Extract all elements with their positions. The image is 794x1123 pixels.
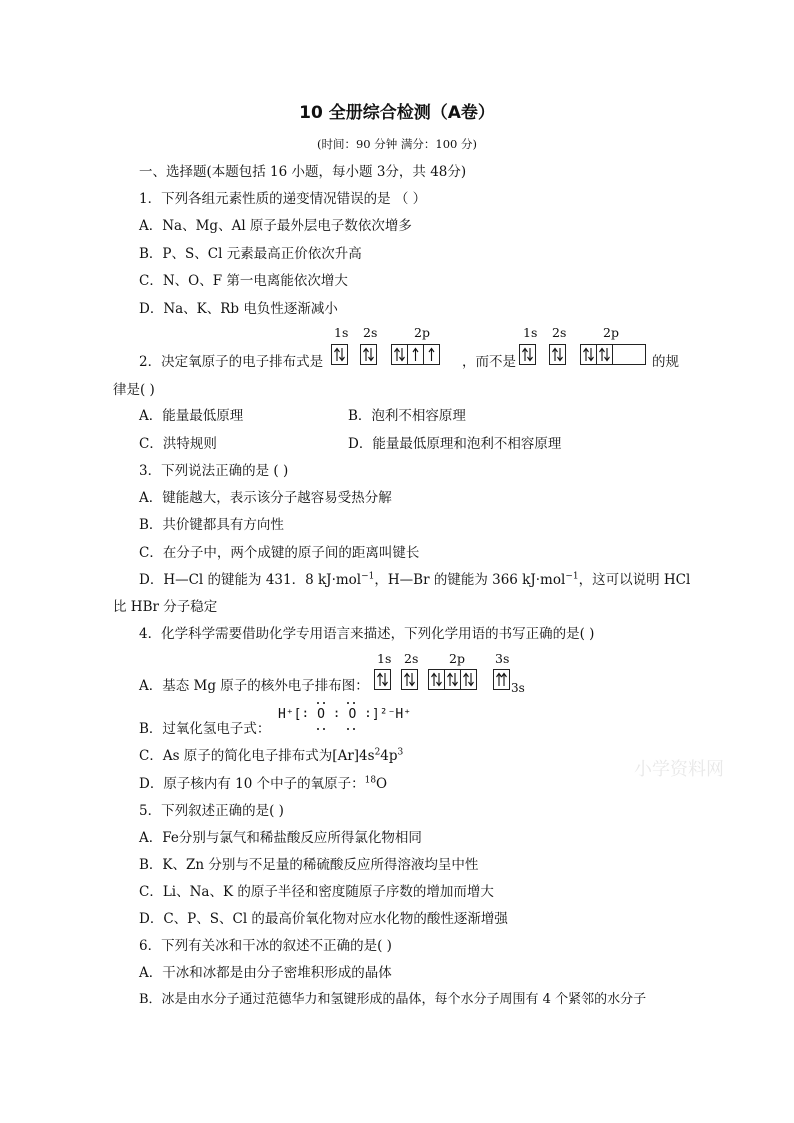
mg-box-2p bbox=[428, 669, 477, 690]
q4-c-mid: 4p bbox=[380, 748, 398, 764]
q1-option-d: D．Na、K、Rb 电负性逐渐减小 bbox=[139, 301, 338, 317]
page-title: 10 全册综合检测（A卷） bbox=[299, 103, 495, 123]
q4-label-1s: 1s bbox=[377, 651, 392, 666]
q3-d-part2: ，H—Br 的键能为 366 kJ·mol bbox=[374, 572, 566, 588]
orbital-pair-icon bbox=[375, 670, 390, 689]
q3-option-d bbox=[139, 571, 690, 589]
orbital-box-2p-b bbox=[580, 344, 646, 365]
orbital-box-1s bbox=[331, 344, 348, 365]
q5-option-c: C．Li、Na、K 的原子半径和密度随原子序数的增加而增大 bbox=[139, 884, 494, 900]
q2-label-1s-b: 1s bbox=[523, 325, 538, 340]
q3-option-a: A．键能越大，表示该分子越容易受热分解 bbox=[139, 490, 392, 506]
orbital-pair-icon bbox=[402, 670, 417, 689]
q5-stem: 5．下列叙述正确的是( ) bbox=[139, 803, 284, 819]
q3-d-part3: ，这可以说明 HCl bbox=[578, 572, 691, 588]
lone-pair-dots-icon bbox=[290, 700, 410, 734]
orbital-pair-icon bbox=[581, 345, 597, 364]
orbital-up-icon bbox=[408, 345, 424, 364]
orbital-box-1s-b bbox=[519, 344, 536, 365]
q4-option-b: B．过氧化氢电子式： bbox=[139, 721, 271, 737]
q2-label-1s: 1s bbox=[334, 325, 349, 340]
q3-option-c: C．在分子中，两个成键的原子间的距离叫键长 bbox=[139, 545, 420, 561]
orbital-pair-icon bbox=[520, 345, 535, 364]
q2-stem-cont: 律是( ) bbox=[113, 382, 155, 398]
q2-label-2p: 2p bbox=[414, 325, 430, 340]
q4-d-symbol: O bbox=[376, 776, 388, 792]
q2-stem-end: 的规 bbox=[652, 354, 679, 370]
q3-option-b: B．共价键都具有方向性 bbox=[139, 517, 284, 533]
q4-a-tail: 3s bbox=[511, 681, 525, 695]
q6-option-b: B．冰是由水分子通过范德华力和氢键形成的晶体，每个水分子周围有 4 个紧邻的水分子 bbox=[139, 992, 647, 1007]
orbital-pair-icon bbox=[429, 670, 445, 689]
q2-option-b: B．泡利不相容原理 bbox=[348, 408, 466, 424]
q4-label-2s: 2s bbox=[404, 651, 419, 666]
orbital-double-up-icon bbox=[494, 670, 509, 689]
h2o2-electron-formula: H⁺[∶ O ∶ O ∶]²⁻H⁺ bbox=[278, 707, 412, 722]
orbital-empty-icon bbox=[613, 345, 645, 364]
q2-stem-start: 2．决定氧原子的电子排布式是 bbox=[139, 354, 324, 370]
orbital-pair-icon bbox=[597, 345, 613, 364]
q5-option-b: B．K、Zn 分别与不足量的稀硫酸反应所得溶液均呈中性 bbox=[139, 857, 479, 873]
q4-label-3s: 3s bbox=[495, 651, 510, 666]
q6-stem: 6．下列有关冰和干冰的叙述不正确的是( ) bbox=[139, 938, 392, 954]
q4-d-text: D．原子核内有 10 个中子的氧原子： bbox=[139, 776, 365, 792]
q4-option-d bbox=[139, 775, 387, 793]
orbital-pair-icon bbox=[445, 670, 461, 689]
q6-option-a: A．干冰和冰都是由分子密堆积形成的晶体 bbox=[139, 965, 392, 981]
mg-box-2s bbox=[401, 669, 418, 690]
q4-option-a: A．基态 Mg 原子的核外电子排布图： bbox=[139, 678, 369, 694]
q3-d-sup1: −1 bbox=[361, 571, 375, 582]
q2-label-2s: 2s bbox=[363, 325, 378, 340]
q4-label-2p: 2p bbox=[449, 651, 465, 666]
q4-c-sup1: 2 bbox=[374, 747, 381, 758]
q2-stem-mid: ，而不是 bbox=[462, 354, 516, 370]
orbital-pair-icon bbox=[550, 345, 565, 364]
mg-box-3s bbox=[493, 669, 510, 690]
q2-option-a: A．能量最低原理 bbox=[139, 408, 244, 424]
orbital-pair-icon bbox=[461, 670, 476, 689]
exam-info: (时间：90 分钟 满分：100 分) bbox=[316, 137, 478, 151]
section-heading: 一、选择题(本题包括 16 小题，每小题 3分，共 48分) bbox=[139, 164, 467, 180]
orbital-pair-icon bbox=[332, 345, 347, 364]
q1-option-c: C．N、O、F 第一电离能依次增大 bbox=[139, 273, 348, 289]
q1-option-a: A．Na、Mg、Al 原子最外层电子数依次增多 bbox=[139, 218, 412, 234]
q4-option-c bbox=[139, 747, 403, 765]
q4-c-sup2: 3 bbox=[397, 747, 404, 758]
q2-label-2s-b: 2s bbox=[552, 325, 567, 340]
q4-c-text: C．As 原子的简化电子排布式为[Ar]4s bbox=[139, 748, 375, 764]
orbital-pair-icon bbox=[361, 345, 376, 364]
q1-stem: 1．下列各组元素性质的递变情况错误的是 （ ） bbox=[139, 191, 427, 207]
q3-option-d-cont: 比 HBr 分子稳定 bbox=[113, 599, 218, 615]
orbital-pair-icon bbox=[392, 345, 408, 364]
orbital-box-2p bbox=[391, 344, 440, 365]
q4-stem: 4．化学科学需要借助化学专用语言来描述，下列化学用语的书写正确的是( ) bbox=[139, 626, 595, 642]
q1-option-b: B．P、S、Cl 元素最高正价依次升高 bbox=[139, 246, 362, 262]
q2-option-c: C．洪特规则 bbox=[139, 436, 217, 452]
mg-box-1s bbox=[374, 669, 391, 690]
q4-d-sup: 18 bbox=[364, 775, 377, 786]
orbital-up-icon bbox=[424, 345, 439, 364]
watermark: 小学资料网 bbox=[634, 759, 724, 780]
q5-option-a: A．Fe分别与氯气和稀盐酸反应所得氯化物相同 bbox=[139, 830, 422, 846]
q3-d-sup2: −1 bbox=[565, 571, 579, 582]
orbital-box-2s-b bbox=[549, 344, 566, 365]
q3-d-part1: D．H—Cl 的键能为 431．8 kJ·mol bbox=[139, 572, 362, 588]
q2-option-d: D．能量最低原理和泡利不相容原理 bbox=[348, 436, 562, 452]
q5-option-d: D．C、P、S、Cl 的最高价氧化物对应水化物的酸性逐渐增强 bbox=[139, 911, 508, 927]
orbital-box-2s bbox=[360, 344, 377, 365]
q2-label-2p-b: 2p bbox=[603, 325, 619, 340]
q3-stem: 3．下列说法正确的是 ( ) bbox=[139, 463, 289, 479]
